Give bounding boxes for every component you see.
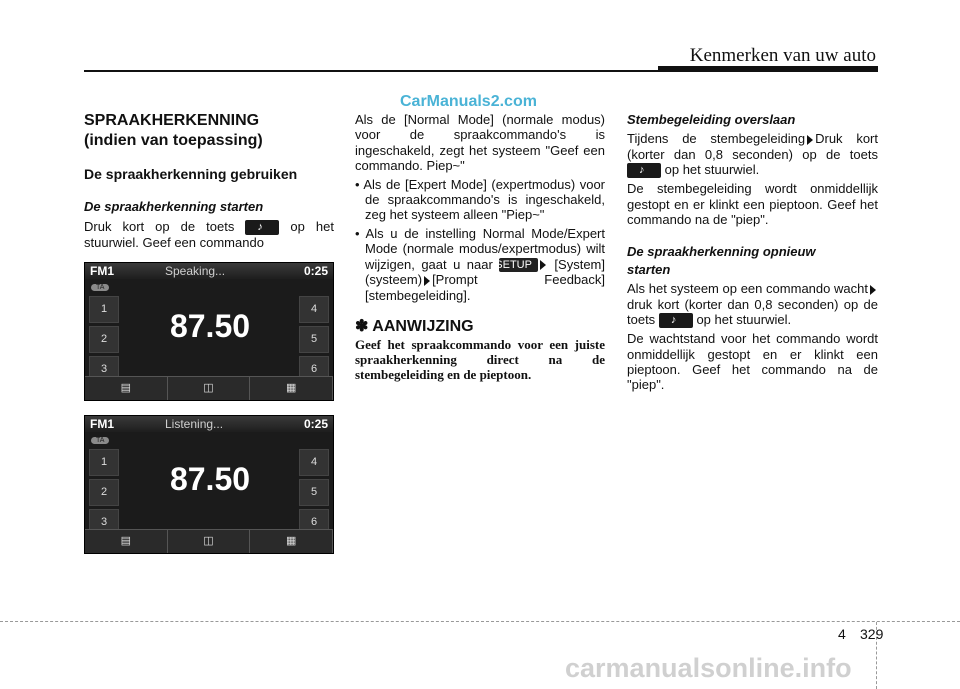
preset-button[interactable]: 5 (299, 479, 329, 506)
skip-result: De stembegeleiding wordt onmiddellijk gestopt en er klinkt een pieptoon. Geef het commando na de "piep". (627, 181, 878, 228)
page-title-line1: SPRAAKHERKENNING (84, 112, 260, 129)
start-instructions (84, 219, 334, 250)
expert-mode-bullet: • Als de [Expert Mode] (expertmodus) voor de spraakcommando's is ingeschakeld, zeg het systeem alleen "Piep~" (355, 176, 605, 223)
list-icon[interactable]: ▤ (85, 377, 168, 400)
arrow-right-icon (807, 135, 813, 145)
time-label: 0:25 (303, 264, 328, 278)
scan-icon[interactable]: ◫ (168, 377, 251, 400)
preset-button[interactable]: 2 (89, 326, 119, 353)
ta-badge: TA (91, 437, 109, 444)
mode-change-text-b: [System] (systeem) (365, 256, 605, 288)
restart-instructions (627, 281, 878, 328)
mode-change-bullet (355, 226, 605, 303)
voice-button-icon: ♪ (245, 220, 279, 235)
menu-icon[interactable]: ▦ (250, 377, 333, 400)
restart-text-b: druk kort (korter dan 0,8 seconden) op de toets (627, 296, 878, 328)
speaking-status: Speaking... (165, 264, 226, 278)
restart-heading-line2: starten (627, 261, 671, 277)
scan-icon[interactable]: ◫ (168, 530, 251, 553)
preset-button[interactable]: 1 (89, 296, 119, 323)
voice-button-icon: ♪ (627, 163, 661, 178)
setup-button-icon: SETUP (499, 258, 538, 272)
preset-button[interactable]: 1 (89, 449, 119, 476)
watermark-top: CarManuals2.com (400, 93, 537, 110)
section-heading-start: De spraakherkenning starten (84, 199, 264, 215)
page-title-line2: (indien van toepassing) (84, 132, 263, 149)
preset-button[interactable]: 5 (299, 326, 329, 353)
skip-heading: Stembegeleiding overslaan (627, 112, 796, 127)
frequency-display: 87.50 (169, 308, 251, 344)
preset-button[interactable]: 2 (89, 479, 119, 506)
left-column (84, 112, 334, 253)
preset-button[interactable]: 6 (299, 356, 329, 383)
arrow-right-icon (870, 285, 876, 295)
footer-watermark: carmanualsonline.info (565, 653, 852, 683)
start-text-a: Druk kort op de toets (84, 218, 235, 234)
arrow-right-icon (540, 260, 546, 270)
restart-text-a: Als het systeem op een commando wacht (627, 281, 868, 297)
screen-status-bar (85, 263, 333, 279)
restart-text-c: op het stuurwiel. (696, 312, 792, 328)
ta-badge: TA (91, 284, 109, 291)
preset-button[interactable]: 4 (299, 449, 329, 476)
middle-column (355, 112, 605, 385)
presets-right (299, 449, 329, 539)
preset-button[interactable]: 3 (89, 356, 119, 383)
screen-bottom-bar (85, 376, 333, 400)
chapter-number: 4 (838, 626, 846, 642)
preset-button[interactable]: 4 (299, 296, 329, 323)
band-label: FM1 (90, 417, 114, 431)
radio-screen-speaking (84, 262, 334, 401)
footer-rule (0, 621, 960, 622)
presets-left (89, 296, 119, 386)
screen-bottom-bar (85, 529, 333, 553)
screen-status-bar (85, 416, 333, 432)
note-text: Geef het spraakcommando voor een juiste spraakherkenning direct na de stembegeleiding en de pieptoon. (355, 337, 605, 383)
band-label: FM1 (90, 264, 114, 278)
mode-change-text-c: [Prompt Feedback] [stembegeleiding]. (365, 272, 605, 303)
mode-change-text-a: • Als u de instelling Normal Mode/Expert Mode (normale modus/expertmodus) wilt wijzigen, gaat u naar (355, 225, 605, 272)
normal-mode-paragraph: Als de [Normal Mode] (normale modus) voor de spraakcommando's is ingeschakeld, zegt het systeem "Geef een commando. Piep~" (355, 112, 605, 174)
section-subtitle: De spraakherkenning gebruiken (84, 166, 298, 182)
voice-button-icon: ♪ (659, 313, 693, 328)
header-title: Kenmerken van uw auto (689, 45, 876, 66)
skip-instructions (627, 131, 878, 178)
skip-text-b: Druk kort (korter dan 0,8 seconden) op de toets (627, 131, 878, 162)
start-text-b: op het stuurwiel. Geef een commando (84, 218, 334, 250)
skip-text-a: Tijdens de stembegeleiding (627, 131, 806, 147)
header-bar (658, 66, 878, 72)
presets-right (299, 296, 329, 386)
radio-screen-listening (84, 415, 334, 554)
restart-heading-line1: De spraakherkenning opnieuw (627, 243, 816, 259)
list-icon[interactable]: ▤ (85, 530, 168, 553)
arrow-right-icon (424, 276, 430, 286)
time-label: 0:25 (303, 417, 328, 431)
preset-button[interactable]: 6 (299, 509, 329, 536)
menu-icon[interactable]: ▦ (250, 530, 333, 553)
listening-status: Listening... (165, 417, 224, 431)
note-title: ✽ AANWIJZING (355, 318, 474, 336)
preset-button[interactable]: 3 (89, 509, 119, 536)
right-column (627, 112, 878, 396)
page-number: 329 (860, 626, 884, 642)
frequency-display: 87.50 (169, 461, 251, 497)
restart-result: De wachtstand voor het commando wordt onmiddellijk gestopt en er klinkt een pieptoon. Geef het commando na de "piep". (627, 331, 878, 393)
skip-text-c: op het stuurwiel. (664, 162, 760, 178)
presets-left (89, 449, 119, 539)
